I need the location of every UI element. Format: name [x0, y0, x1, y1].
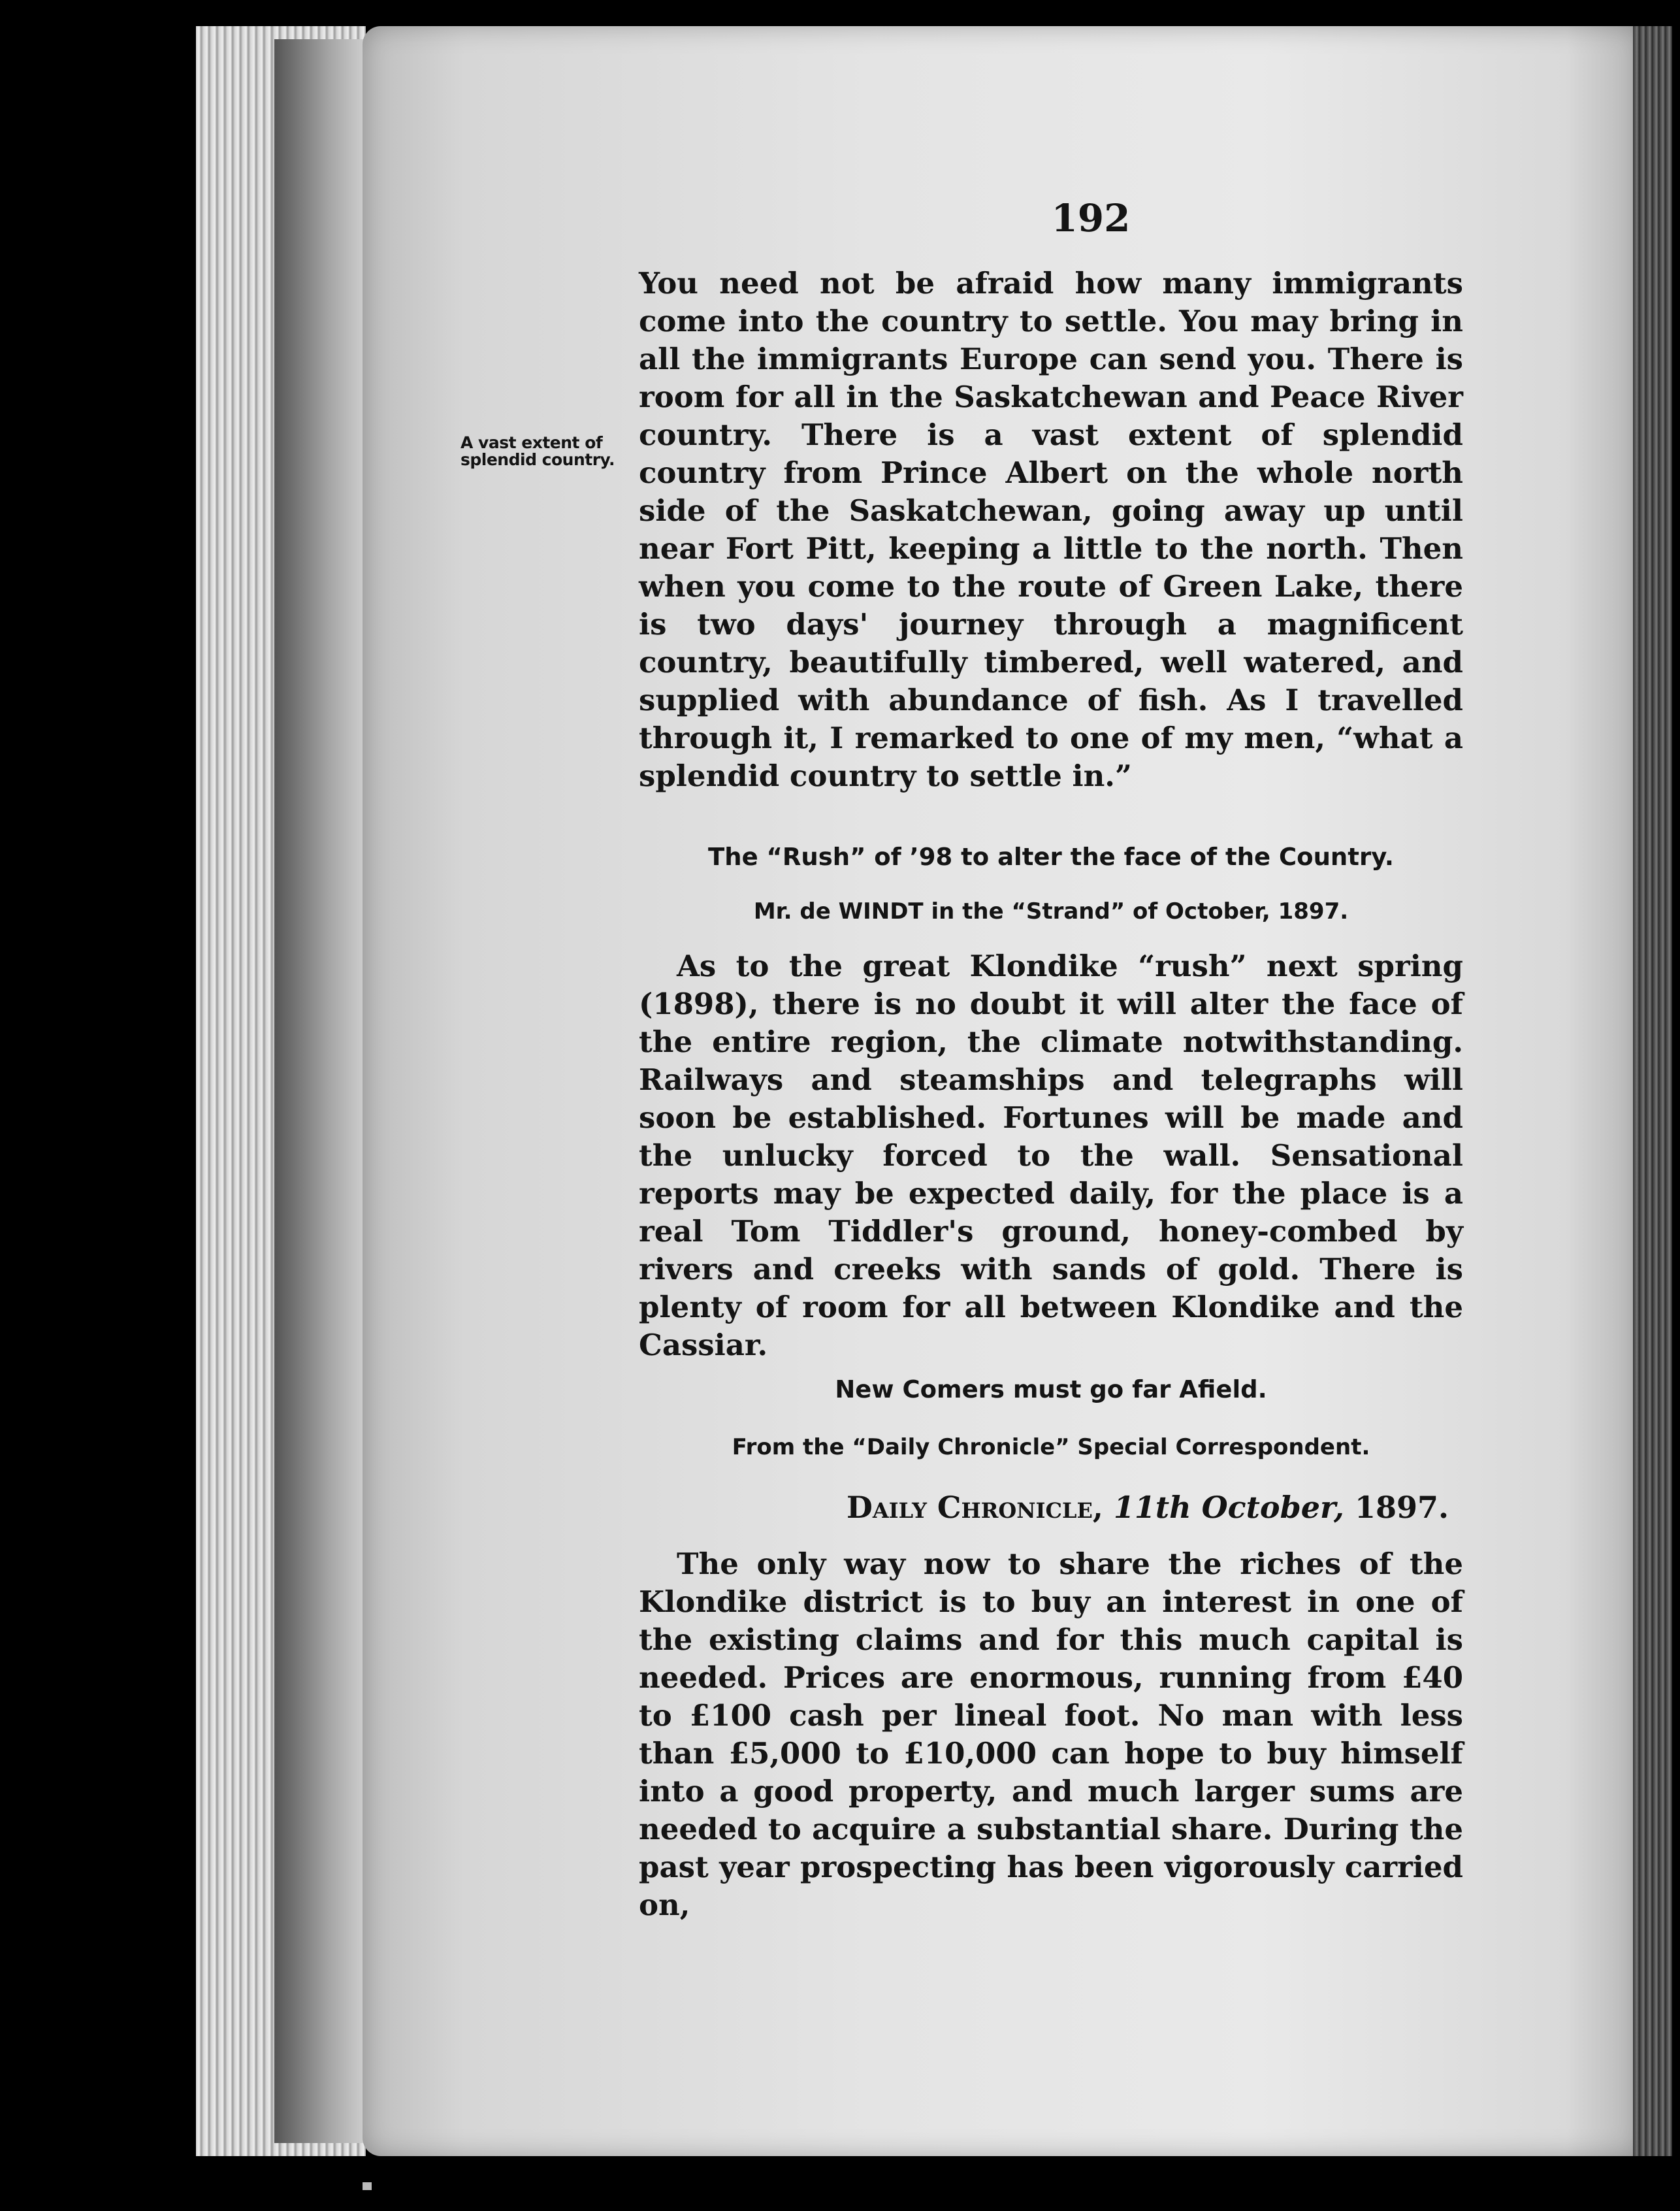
right-page-edge: [1633, 26, 1672, 2156]
gutter-shadow: [274, 39, 366, 2143]
dateline-source: Daily Chronicle,: [846, 1490, 1103, 1525]
dateline-date: 11th October,: [1113, 1490, 1344, 1525]
section-2-paragraph: As to the great Klondike “rush” next spring (1898), there is no doubt it will alter the face of the entire region, the climate notwithstanding. Railways and steamships and telegraphs will soon be established. Fortunes will be made and the unlucky forced to the wall. Sensational reports may be expected daily, for the place is a real Tom Tiddler's ground, honey-combed by rivers and creeks with sands of gold. There is plenty of room for all between Klondike and the Cassiar.: [639, 949, 1463, 1362]
section-2: [639, 947, 1463, 1364]
section-1: [639, 265, 1463, 795]
section-2-heading: The “Rush” of ’98 to alter the face of the Country.: [708, 843, 1394, 871]
section-3-heading: New Comers must go far Afield.: [835, 1375, 1267, 1403]
scan-speck: [363, 2182, 372, 2190]
section-3-paragraph: The only way now to share the riches of the Klondike district is to buy an interest in one of the existing claims and for this much capital is needed. Prices are enormous, running from £40 to £100 cash per lineal foot. No man with less than £5,000 to £10,000 can hope to buy himself into a good property, and much larger sums are needed to acquire a substantial share. During the past year prospecting has been vigorously carried on,: [639, 1547, 1463, 1922]
margin-note: A vast extent of splendid country.: [460, 433, 615, 469]
dateline-year: 1897.: [1354, 1490, 1449, 1525]
section-3-subheading: From the “Daily Chronicle” Special Correspondent.: [732, 1434, 1370, 1460]
section-1-paragraph: You need not be afraid how many immigrants come into the country to settle. You may bring in all the immigrants Europe can send you. There is room for all in the Saskatchewan and Peace River country. There is a vast extent of splendid country from Prince Albert on the whole north side of the Saskatchewan, going away up until near Fort Pitt, keeping a little to the north. Then when you come to the route of Green Lake, there is two days' journey through a magnificent country, beautifully timbered, well watered, and supplied with abundance of fish. As I travelled through it, I remarked to one of my men, “what a splendid country to settle in.”: [639, 266, 1463, 793]
section-3: [639, 1545, 1463, 1924]
section-2-subheading: Mr. de WINDT in the “Strand” of October, 1897.: [753, 898, 1349, 925]
section-3-dateline: [639, 1490, 1449, 1525]
page-number: 192: [1051, 196, 1131, 240]
